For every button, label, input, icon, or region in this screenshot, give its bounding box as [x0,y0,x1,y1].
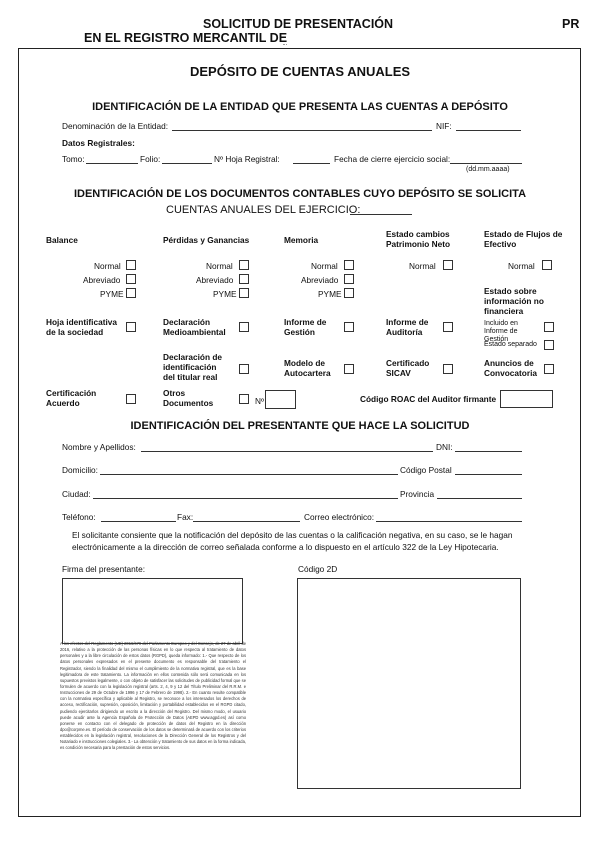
datos-registrales-label: Datos Registrales: [62,138,135,148]
declaracion-medioambiental-label: Declaración Medioambiental [163,317,226,337]
informe-auditoria-label: Informe de Auditoría [386,317,429,337]
hoja-field[interactable] [293,163,330,164]
documents-section-heading: IDENTIFICACIÓN DE LOS DOCUMENTOS CONTABLES CUYO DEPÓSITO SE SOLICITA [73,188,527,200]
form-title-line2: EN EL REGISTRO MERCANTIL DE [84,31,288,45]
fax-label: Fax: [177,512,194,522]
col-memoria: Memoria [284,235,319,245]
ciudad-label: Ciudad: [62,489,91,499]
informe-gestion-checkbox[interactable] [344,322,354,332]
provincia-label: Provincia [400,489,435,499]
perdidas-normal-label: Normal [206,261,233,271]
nombre-label: Nombre y Apellidos: [62,442,136,452]
estado-separado-checkbox[interactable] [544,340,554,350]
patrimonio-normal-checkbox[interactable] [443,260,453,270]
memoria-abreviado-label: Abreviado [301,275,339,285]
perdidas-pyme-checkbox[interactable] [239,288,249,298]
main-title: DEPÓSITO DE CUENTAS ANUALES [189,64,411,79]
balance-pyme-label: PYME [100,289,124,299]
codigo-roac-field[interactable] [500,390,553,408]
anuncios-convocatoria-label: Anuncios de Convocatoria [484,358,538,378]
flujos-normal-label: Normal [508,261,535,271]
estado-separado-label: Estado separado [484,341,537,348]
flujos-normal-checkbox[interactable] [542,260,552,270]
declaracion-titular-checkbox[interactable] [239,364,249,374]
modelo-autocartera-label: Modelo de Autocartera [284,358,331,378]
denominacion-field[interactable] [172,130,432,131]
codigo-postal-field[interactable] [455,474,522,475]
numero-field[interactable] [265,390,296,409]
ciudad-field[interactable] [93,498,398,499]
consent-text: El solicitante consiente que la notificación del depósito de las cuentas o la calificación negativa, en su caso, se le hagan electrónicamente a la dirección de correo señalada conforme a lo dispuesto en el artículo 322 de la Ley Hipotecaria. [72,530,513,553]
registry-name-field[interactable] [283,44,287,45]
memoria-normal-checkbox[interactable] [344,260,354,270]
firma-box[interactable] [62,578,243,644]
perdidas-normal-checkbox[interactable] [239,260,249,270]
codigo-postal-label: Código Postal [400,465,452,475]
memoria-pyme-checkbox[interactable] [344,288,354,298]
telefono-label: Teléfono: [62,512,96,522]
nif-label: NIF: [436,121,452,131]
tomo-field[interactable] [86,163,138,164]
ejercicio-label: CUENTAS ANUALES DEL EJERCICIO: [166,204,361,216]
nif-field[interactable] [456,130,521,131]
incluido-informe-label: Incluido en Informe de Gestión [484,320,518,344]
hoja-identificativa-label: Hoja identificativa de la sociedad [46,317,118,337]
domicilio-label: Domicilio: [62,465,98,475]
perdidas-pyme-label: PYME [213,289,237,299]
otros-documentos-checkbox[interactable] [239,394,249,404]
col-balance: Balance [46,235,78,245]
col-perdidas: Pérdidas y Ganancias [163,235,250,245]
patrimonio-normal-label: Normal [409,261,436,271]
form-title-line1: SOLICITUD DE PRESENTACIÓN [203,17,394,31]
modelo-autocartera-checkbox[interactable] [344,364,354,374]
entity-section-heading: IDENTIFICACIÓN DE LA ENTIDAD QUE PRESENTA LAS CUENTAS A DEPÓSITO [92,101,508,113]
hoja-label: Nº Hoja Registral: [214,154,280,164]
numero-label: Nº [255,396,265,406]
folio-field[interactable] [162,163,212,164]
certificacion-acuerdo-label: Certificación Acuerdo [46,388,97,408]
anuncios-convocatoria-checkbox[interactable] [544,364,554,374]
denominacion-label: Denominación de la Entidad: [62,121,169,131]
certificado-sicav-checkbox[interactable] [443,364,453,374]
firma-label: Firma del presentante: [62,564,146,574]
otros-documentos-label: Otros Documentos [163,388,214,408]
balance-abreviado-checkbox[interactable] [126,274,136,284]
perdidas-abreviado-label: Abreviado [196,275,234,285]
codigo-2d-label: Código 2D [298,564,338,574]
incluido-informe-checkbox[interactable] [544,322,554,332]
memoria-abreviado-checkbox[interactable] [344,274,354,284]
balance-normal-checkbox[interactable] [126,260,136,270]
certificacion-acuerdo-checkbox[interactable] [126,394,136,404]
dni-field[interactable] [455,451,522,452]
info-no-financiera-heading: Estado sobre información no financiera [484,286,544,316]
date-format-hint: (dd.mm.aaaa) [466,166,510,173]
codigo-roac-label: Código ROAC del Auditor firmante [360,394,497,404]
domicilio-field[interactable] [100,474,398,475]
col-patrimonio: Estado cambios Patrimonio Neto [386,229,451,249]
fax-field[interactable] [193,521,300,522]
declaracion-titular-label: Declaración de identificación del titular real [163,352,223,382]
perdidas-abreviado-checkbox[interactable] [239,274,249,284]
form-code: PR [562,17,580,31]
presenter-section-heading: IDENTIFICACIÓN DEL PRESENTANTE QUE HACE LA SOLICITUD [130,420,470,432]
declaracion-medioambiental-checkbox[interactable] [239,322,249,332]
dni-label: DNI: [436,442,453,452]
fecha-cierre-field[interactable] [450,163,522,164]
ejercicio-field[interactable] [350,214,412,215]
email-label: Correo electrónico: [304,512,375,522]
provincia-field[interactable] [437,498,522,499]
balance-abreviado-label: Abreviado [83,275,121,285]
folio-label: Folio: [140,154,161,164]
fecha-cierre-label: Fecha de cierre ejercicio social: [334,154,451,164]
balance-pyme-checkbox[interactable] [126,288,136,298]
balance-normal-label: Normal [94,261,121,271]
codigo-2d-box [297,578,521,789]
memoria-pyme-label: PYME [318,289,342,299]
tomo-label: Tomo: [62,154,85,164]
certificado-sicav-label: Certificado SICAV [386,358,430,378]
telefono-field[interactable] [101,521,176,522]
informe-gestion-label: Informe de Gestión [284,317,327,337]
legal-notice: A los efectos del Reglamento (UE) 2016/679 del Parlamento Europeo y del Consejo, de 27 de abril de 2016, relativo a la protección de las personas físicas en lo que respecta al tratamiento de datos personales y a la libre circulación de estos datos (RGPD), queda informado: 1.- Que respecto de los datos personales expresados en el presente documento es responsable del tratamiento el Registrador, siendo la finalidad del mismo el cumplimiento de la normativa registral, que es la base legitimadora de este tratamiento. La información en ellos contenida sólo será comunicada en los supuestos previstos legalmente, o con objeto de satisfacer las solicitudes de publicidad formal que se formulen de acuerdo con la legislación registral (arts. 2, 4, 9 y 12 del Título Preliminar del R.R.M. e Instrucciones de 29 de Octubre de 1996 y 17 de Febrero de 1998). 2.- En cuanto resulte compatible con la normativa específica y aplicable al Registro, se reconoce a los interesados los derechos de acceso, rectificación, supresión, oposición, limitación y portabilidad establecidos en el RGPD citado, pudiendo ejercitarlos dirigiendo un escrito a la dirección del Registro. Del mismo modo, el usuario puede acudir ante la Agencia Española de Protección de Datos (AEPD www.agpd.es) así como ponerse en contacto con el delegado de protección de datos del Registro en la dirección dpo@corpme.es. El período de conservación de los datos se determinará de acuerdo con los criterios establecidos en la legislación registral, resoluciones de la Dirección General de los Registros y del Notariado e instrucciones colegiales. 3.- La obtención y tratamiento de sus datos en la forma indicada, es condición necesaria para la prestación de estos servicios. [60,641,246,751]
hoja-identificativa-checkbox[interactable] [126,322,136,332]
email-field[interactable] [376,521,522,522]
nombre-field[interactable] [141,451,433,452]
memoria-normal-label: Normal [311,261,338,271]
informe-auditoria-checkbox[interactable] [443,322,453,332]
col-flujos: Estado de Flujos de Efectivo [484,229,563,249]
